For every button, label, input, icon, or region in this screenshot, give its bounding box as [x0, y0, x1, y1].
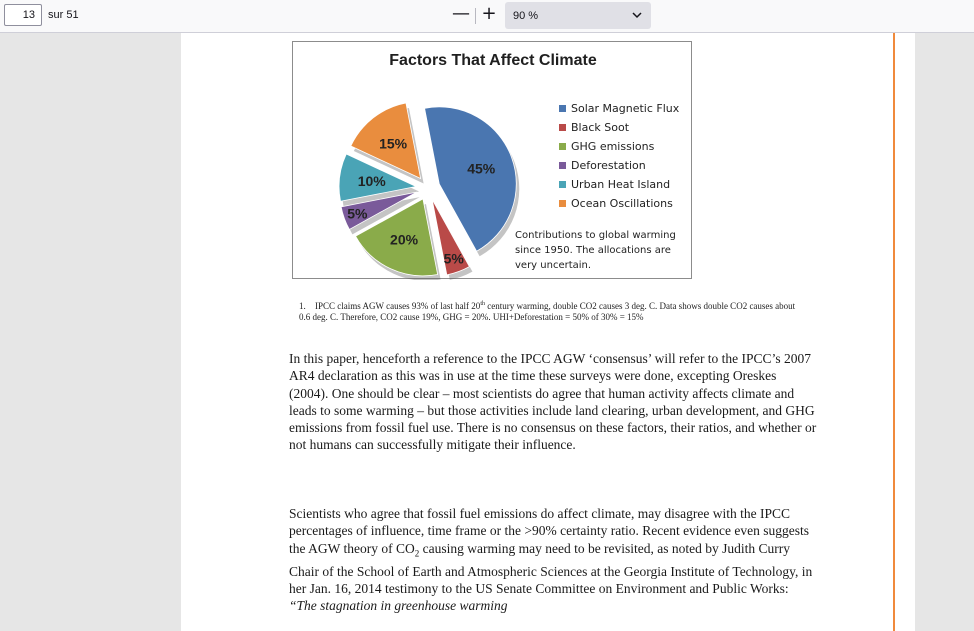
legend-item: [559, 102, 679, 121]
zoom-value: 90 %: [513, 10, 539, 22]
legend-swatch: [559, 200, 566, 207]
legend-swatch: [559, 162, 566, 169]
page-number-input[interactable]: 13: [4, 4, 42, 26]
page-count-label: sur 51: [48, 9, 79, 21]
footnote-sup: th: [480, 301, 485, 307]
legend-label: Black Soot: [571, 121, 630, 134]
body-paragraph-1: In this paper, henceforth a reference to the IPCC AGW ‘consensus’ will refer to the IPCC’s 2007 AR4 declaration as this was in use at the time these surveys were done, excepting Oreskes (2004). One should be clear – most scientists do agree that human activity affects climate and leads to some warming – but those activities include land clearing, urban development, and GHG emissions from fossil fuel use. There is no consensus on these factors, their ratios, and whether or not humans can successfully mitigate their influence.: [289, 351, 817, 453]
legend-label: Ocean Oscillations: [571, 197, 673, 210]
pie-slice-label: 5%: [443, 250, 464, 267]
minus-icon: —: [452, 3, 470, 24]
para2-subscript: 2: [414, 548, 420, 559]
pdf-page: [181, 33, 915, 631]
footnote-text-b: century warming, double CO2 causes 3 deg. C. Data shows double CO2 causes about 0.6 deg. C. Therefore, CO2 cause 19%, GHG = 20%. UHI+Deforestation = 50% of 30% = 15%: [299, 301, 796, 322]
para2-quote: “The stagnation in greenhouse warming: [289, 598, 508, 614]
legend-item: [559, 140, 679, 159]
footnote-text-a: IPCC claims AGW causes 93% of last half 20: [315, 301, 481, 311]
zoom-out-button[interactable]: [450, 4, 472, 26]
footnote-number: 1.: [299, 301, 306, 311]
para2-text-a: Scientists who agree that fossil fuel emissions do affect climate, may disagree with the IPCC percentages of influence, time frame or the >90% certainty ratio. Recent evidence even suggests the AGW theory of CO: [289, 506, 810, 556]
chart-legend: [559, 102, 679, 216]
toolbar-separator: [475, 8, 476, 24]
para2-text-b: causing warming may need to be revisited, as noted by Judith Curry Chair of the School of Earth and Atmospheric Sciences at the Georgia Institute of Technology, in her Jan. 16, 2014 testimony to the US Senate Committee on Environment and Public Works:: [289, 540, 813, 596]
legend-label: Solar Magnetic Flux: [571, 102, 680, 115]
pie-slice-label: 15%: [379, 135, 408, 152]
legend-label: Urban Heat Island: [571, 178, 671, 191]
legend-label: Deforestation: [571, 159, 646, 172]
legend-swatch: [559, 105, 566, 112]
figure-footnote: [299, 299, 804, 323]
legend-item: [559, 178, 679, 197]
legend-item: [559, 121, 679, 140]
legend-swatch: [559, 124, 566, 131]
legend-label: GHG emissions: [571, 140, 655, 153]
pie-slice-label: 5%: [347, 205, 368, 222]
pie-slice-label: 45%: [467, 160, 496, 177]
legend-item: [559, 159, 679, 178]
chart-annotation: Contributions to global warming since 1950. The allocations are very uncertain.: [515, 230, 676, 271]
chevron-down-icon: [632, 12, 642, 19]
pie-slice-label: 20%: [390, 231, 419, 248]
zoom-in-button[interactable]: [478, 4, 500, 26]
pie-slice-label: 10%: [357, 173, 386, 190]
body-paragraph-2: [289, 505, 819, 614]
plus-icon: +: [481, 3, 497, 24]
chart-title: Factors That Affect Climate: [389, 52, 597, 69]
pie-chart-figure: [292, 41, 692, 279]
legend-item: [559, 197, 679, 216]
legend-swatch: [559, 143, 566, 150]
page-edge-marker: [893, 33, 895, 631]
pdf-toolbar: [0, 0, 974, 33]
zoom-select[interactable]: [505, 2, 651, 29]
legend-swatch: [559, 181, 566, 188]
